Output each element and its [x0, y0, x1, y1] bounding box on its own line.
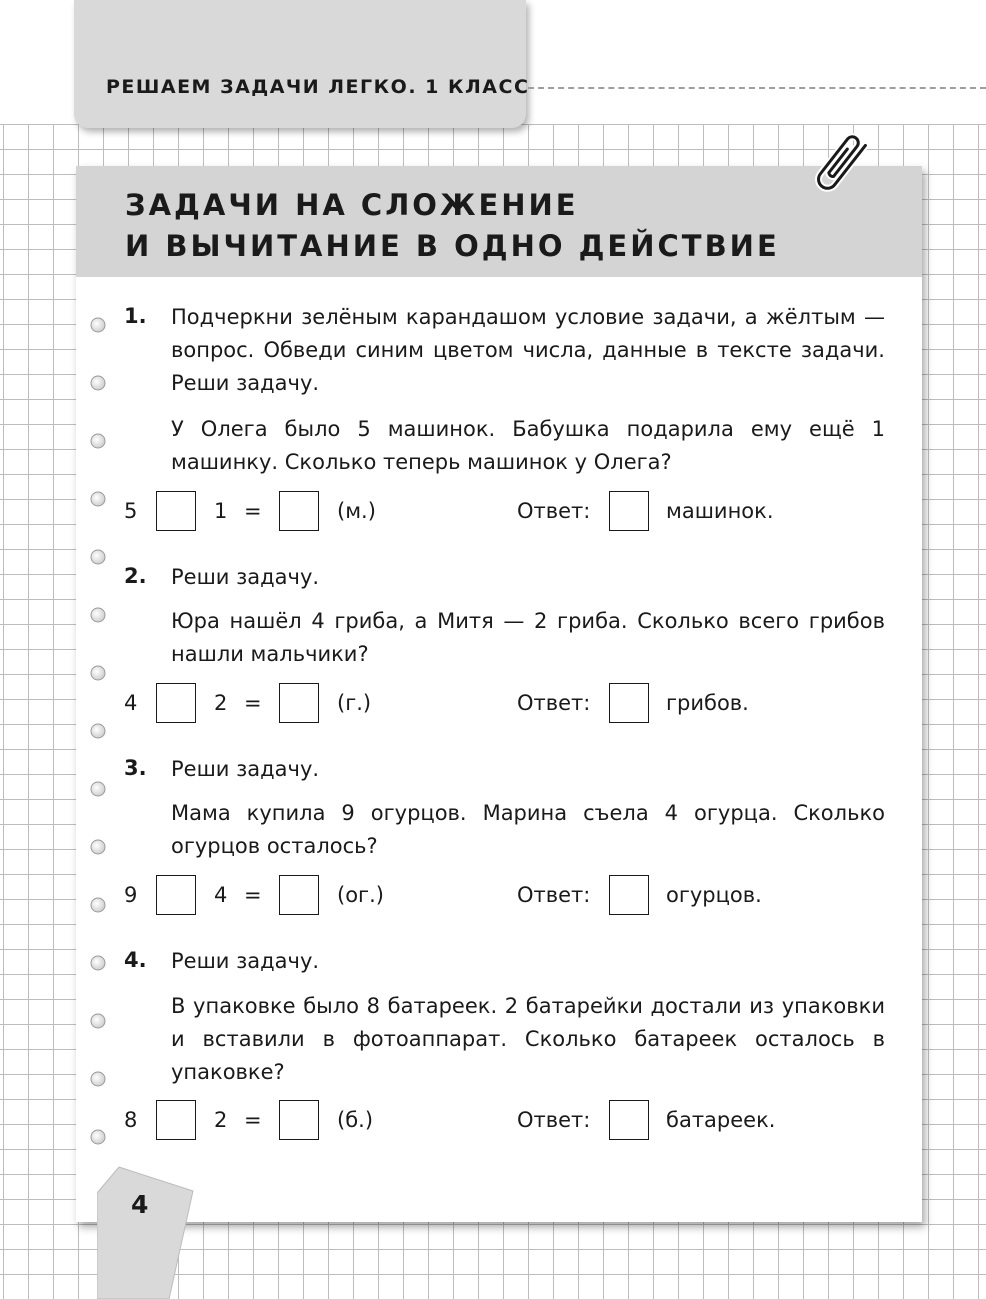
task-4-instruction: Реши задачу.	[171, 949, 320, 973]
task-3-instruction: Реши задачу.	[171, 757, 320, 781]
second-number: 4	[214, 883, 228, 907]
task-2-number: 2.	[124, 564, 147, 588]
answer-box[interactable]	[609, 491, 649, 531]
result-box[interactable]	[279, 491, 319, 531]
first-number: 5	[124, 499, 138, 523]
unit-label: (м.)	[337, 499, 376, 523]
task-2-problem: Юра нашёл 4 гриба, а Митя — 2 гриба. Сколько всего грибов нашли мальчики?	[171, 609, 885, 666]
answer-box[interactable]	[609, 1100, 649, 1140]
operator-box[interactable]	[156, 1100, 196, 1140]
first-number: 8	[124, 1108, 138, 1132]
result-box[interactable]	[279, 875, 319, 915]
unit-label: (б.)	[337, 1108, 374, 1132]
unit-label: (ог.)	[337, 883, 384, 907]
task-2-instruction: Реши задачу.	[171, 565, 320, 589]
task-4-problem: В упаковке было 8 батареек. 2 батарейки достали из упаковки и вставили в фотоаппарат. Сколько батареек осталось в упаковке?	[171, 994, 885, 1084]
equals-sign: =	[244, 883, 262, 907]
first-number: 9	[124, 883, 138, 907]
answer-unit: огурцов.	[666, 883, 762, 907]
task-4-number: 4.	[124, 948, 147, 972]
task-1-number: 1.	[124, 304, 147, 328]
series-tab	[74, 0, 530, 128]
first-number: 4	[124, 691, 138, 715]
answer-unit: батареек.	[666, 1108, 776, 1132]
task-3-equation	[124, 874, 884, 916]
dashed-divider	[528, 87, 986, 89]
page-number-tab	[97, 1163, 197, 1299]
binder-hole	[91, 492, 105, 506]
binder-hole	[91, 1072, 105, 1086]
binder-hole	[91, 782, 105, 796]
section-title-line-2: И ВЫЧИТАНИЕ В ОДНО ДЕЙСТВИЕ	[125, 229, 780, 263]
answer-label: Ответ:	[517, 1108, 591, 1132]
task-1-equation	[124, 490, 884, 532]
answer-label: Ответ:	[517, 499, 591, 523]
binder-hole	[91, 318, 105, 332]
section-title-line-1: ЗАДАЧИ НА СЛОЖЕНИЕ	[125, 188, 579, 222]
task-3-problem: Мама купила 9 огурцов. Марина съела 4 огурца. Сколько огурцов осталось?	[171, 801, 885, 858]
second-number: 2	[214, 691, 228, 715]
equals-sign: =	[244, 691, 262, 715]
binder-hole	[91, 956, 105, 970]
binder-holes	[0, 0, 120, 1160]
binder-hole	[91, 724, 105, 738]
answer-unit: машинок.	[666, 499, 774, 523]
section-title	[125, 185, 780, 267]
result-box[interactable]	[279, 683, 319, 723]
binder-hole	[91, 434, 105, 448]
answer-label: Ответ:	[517, 883, 591, 907]
task-1-instruction: Подчеркни зелёным карандашом условие задачи, а жёлтым — вопрос. Обведи синим цветом числа, данные в тексте задачи. Реши задачу.	[171, 305, 885, 395]
answer-unit: грибов.	[666, 691, 749, 715]
binder-hole	[91, 1014, 105, 1028]
task-2-equation	[124, 682, 884, 724]
equals-sign: =	[244, 1108, 262, 1132]
binder-hole	[91, 608, 105, 622]
binder-hole	[91, 376, 105, 390]
answer-label: Ответ:	[517, 691, 591, 715]
task-1-problem: У Олега было 5 машинок. Бабушка подарила ему ещё 1 машинку. Сколько теперь машинок у Олега?	[171, 417, 885, 474]
paperclip-icon	[810, 128, 876, 204]
operator-box[interactable]	[156, 491, 196, 531]
binder-hole	[91, 550, 105, 564]
binder-hole	[91, 1130, 105, 1144]
second-number: 2	[214, 1108, 228, 1132]
binder-hole	[91, 666, 105, 680]
task-3-number: 3.	[124, 756, 147, 780]
unit-label: (г.)	[337, 691, 372, 715]
page-number: 4	[131, 1190, 149, 1219]
section-header	[76, 166, 922, 277]
result-box[interactable]	[279, 1100, 319, 1140]
series-title: РЕШАЕМ ЗАДАЧИ ЛЕГКО. 1 КЛАСС	[106, 76, 530, 98]
answer-box[interactable]	[609, 875, 649, 915]
equals-sign: =	[244, 499, 262, 523]
second-number: 1	[214, 499, 228, 523]
answer-box[interactable]	[609, 683, 649, 723]
task-4-equation	[124, 1099, 884, 1141]
operator-box[interactable]	[156, 683, 196, 723]
operator-box[interactable]	[156, 875, 196, 915]
binder-hole	[91, 840, 105, 854]
binder-hole	[91, 898, 105, 912]
